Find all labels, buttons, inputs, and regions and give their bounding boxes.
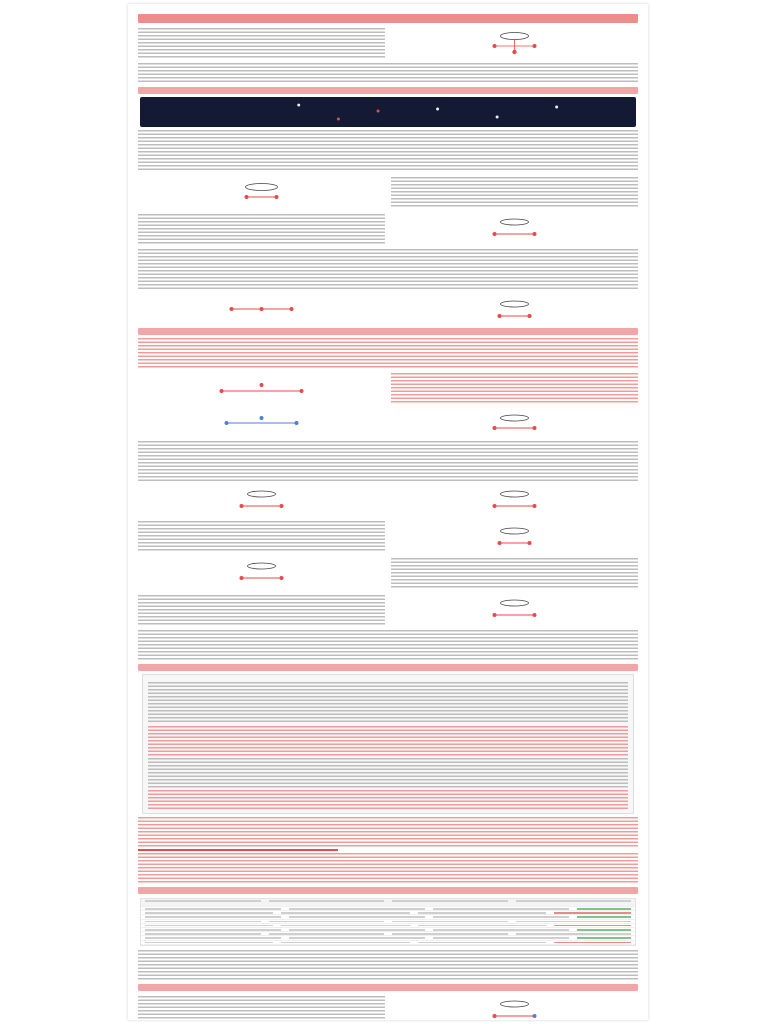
section-heading	[138, 887, 638, 894]
tree-diagram-blue	[138, 408, 385, 438]
paragraph	[391, 558, 638, 588]
tree-diagram	[391, 28, 638, 58]
paragraph	[138, 28, 385, 58]
paragraph	[138, 441, 638, 483]
paragraph	[138, 630, 638, 660]
paragraph	[138, 817, 638, 847]
table-header	[141, 899, 635, 907]
tree-diagram	[391, 521, 638, 551]
data-table	[140, 898, 636, 946]
figure-row	[138, 556, 638, 590]
table-row	[141, 941, 635, 945]
paragraph	[138, 853, 638, 883]
tree-diagram	[391, 214, 638, 244]
paragraph	[138, 249, 638, 291]
tree-diagram	[391, 408, 638, 438]
article	[128, 4, 648, 1020]
section-heading	[138, 328, 638, 335]
tree-diagram	[138, 558, 385, 588]
figure-row	[138, 593, 638, 627]
tree-diagram	[391, 996, 638, 1020]
screenshot-panel	[140, 97, 636, 127]
figure-row	[138, 486, 638, 516]
header-link[interactable]	[708, 1, 758, 7]
page-title	[138, 14, 638, 23]
code-example-box	[142, 674, 634, 814]
section-heading	[138, 87, 638, 94]
figure-row	[138, 371, 638, 405]
tree-diagram	[138, 373, 385, 403]
figure-row	[138, 175, 638, 209]
paragraph	[138, 595, 385, 625]
paragraph	[391, 177, 638, 207]
figure-row	[138, 519, 638, 553]
code-block	[148, 758, 628, 788]
tree-diagram	[138, 177, 385, 207]
paragraph	[138, 521, 385, 551]
tree-diagram	[138, 486, 385, 516]
intro-block	[138, 26, 638, 60]
tree-diagram	[391, 486, 638, 516]
tree-diagram	[391, 294, 638, 324]
tree-diagram	[138, 294, 385, 324]
paragraph	[391, 373, 638, 403]
paragraph	[138, 63, 638, 83]
figure-row	[138, 994, 638, 1020]
tree-diagram	[391, 595, 638, 625]
paragraph	[138, 214, 385, 244]
paragraph	[138, 996, 385, 1020]
figure-row	[138, 294, 638, 324]
paragraph	[138, 950, 638, 980]
figure-row	[138, 408, 638, 438]
divider	[138, 849, 338, 851]
code-block	[148, 790, 628, 810]
code-block	[148, 726, 628, 756]
code-block	[148, 682, 628, 724]
paragraph	[138, 338, 638, 368]
figure-row	[138, 212, 638, 246]
section-heading	[138, 664, 638, 671]
section-heading	[138, 984, 638, 991]
article-body	[128, 4, 648, 1020]
paragraph	[138, 130, 638, 172]
